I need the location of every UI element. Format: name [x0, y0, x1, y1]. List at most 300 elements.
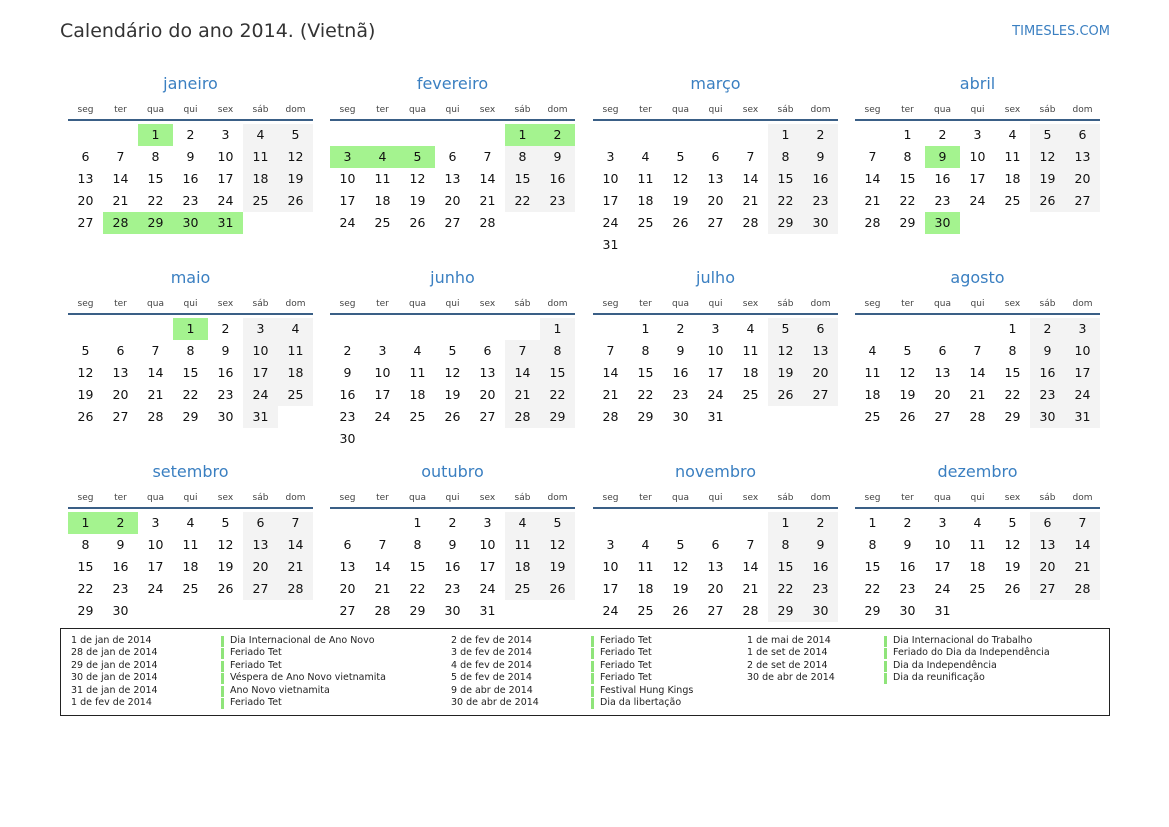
day-cell[interactable]: 3: [378, 343, 387, 358]
holiday-day-cell[interactable]: 9: [925, 146, 960, 168]
day-cell[interactable]: 6: [343, 537, 352, 552]
day-cell[interactable]: 11: [243, 146, 278, 168]
day-cell[interactable]: 27: [479, 409, 496, 424]
day-cell[interactable]: 18: [742, 365, 759, 380]
day-cell[interactable]: 10: [339, 171, 356, 186]
day-cell[interactable]: 22: [1004, 387, 1021, 402]
day-cell[interactable]: 21: [1065, 556, 1100, 578]
day-cell[interactable]: 10: [707, 343, 724, 358]
holiday-day-cell[interactable]: 31: [208, 212, 243, 234]
day-cell[interactable]: 24: [1065, 384, 1100, 406]
day-cell[interactable]: 23: [339, 409, 356, 424]
day-cell[interactable]: 5: [278, 124, 313, 146]
day-cell[interactable]: 24: [243, 384, 278, 406]
day-cell[interactable]: 15: [768, 556, 803, 578]
day-cell[interactable]: 7: [746, 537, 755, 552]
day-cell[interactable]: 13: [112, 365, 129, 380]
day-cell[interactable]: 18: [969, 559, 986, 574]
day-cell[interactable]: 4: [243, 124, 278, 146]
day-cell[interactable]: 22: [409, 581, 426, 596]
day-cell[interactable]: 17: [602, 581, 619, 596]
day-cell[interactable]: 7: [378, 537, 387, 552]
day-cell[interactable]: 18: [637, 581, 654, 596]
day-cell[interactable]: 23: [672, 387, 689, 402]
day-cell[interactable]: 4: [868, 343, 877, 358]
day-cell[interactable]: 19: [672, 193, 689, 208]
day-cell[interactable]: 22: [77, 581, 94, 596]
day-cell[interactable]: 30: [444, 603, 461, 618]
day-cell[interactable]: 14: [969, 365, 986, 380]
day-cell[interactable]: 24: [339, 215, 356, 230]
day-cell[interactable]: 9: [803, 146, 838, 168]
day-cell[interactable]: 26: [672, 215, 689, 230]
holiday-day-cell[interactable]: 29: [138, 212, 173, 234]
day-cell[interactable]: 22: [637, 387, 654, 402]
day-cell[interactable]: 27: [243, 578, 278, 600]
day-cell[interactable]: 21: [278, 556, 313, 578]
day-cell[interactable]: 16: [934, 171, 951, 186]
day-cell[interactable]: 28: [278, 578, 313, 600]
day-cell[interactable]: 4: [1008, 127, 1017, 142]
day-cell[interactable]: 25: [243, 190, 278, 212]
day-cell[interactable]: 22: [540, 384, 575, 406]
day-cell[interactable]: 26: [77, 409, 94, 424]
day-cell[interactable]: 18: [409, 387, 426, 402]
day-cell[interactable]: 29: [77, 603, 94, 618]
day-cell[interactable]: 23: [540, 190, 575, 212]
day-cell[interactable]: 1: [768, 512, 803, 534]
day-cell[interactable]: 5: [1008, 515, 1017, 530]
day-cell[interactable]: 12: [540, 534, 575, 556]
day-cell[interactable]: 13: [1030, 534, 1065, 556]
day-cell[interactable]: 11: [864, 365, 881, 380]
day-cell[interactable]: 19: [768, 362, 803, 384]
day-cell[interactable]: 31: [602, 237, 619, 252]
day-cell[interactable]: 26: [1004, 581, 1021, 596]
day-cell[interactable]: 1: [413, 515, 422, 530]
day-cell[interactable]: 12: [672, 171, 689, 186]
day-cell[interactable]: 31: [479, 603, 496, 618]
day-cell[interactable]: 23: [803, 190, 838, 212]
day-cell[interactable]: 25: [278, 384, 313, 406]
day-cell[interactable]: 4: [746, 321, 755, 336]
day-cell[interactable]: 15: [505, 168, 540, 190]
day-cell[interactable]: 8: [768, 534, 803, 556]
day-cell[interactable]: 13: [77, 171, 94, 186]
day-cell[interactable]: 3: [606, 537, 615, 552]
day-cell[interactable]: 19: [1004, 559, 1021, 574]
day-cell[interactable]: 1: [868, 515, 877, 530]
day-cell[interactable]: 26: [768, 384, 803, 406]
day-cell[interactable]: 12: [899, 365, 916, 380]
day-cell[interactable]: 13: [707, 171, 724, 186]
day-cell[interactable]: 24: [707, 387, 724, 402]
day-cell[interactable]: 26: [899, 409, 916, 424]
day-cell[interactable]: 9: [221, 343, 230, 358]
day-cell[interactable]: 15: [1004, 365, 1021, 380]
day-cell[interactable]: 20: [707, 581, 724, 596]
day-cell[interactable]: 21: [969, 387, 986, 402]
day-cell[interactable]: 2: [676, 321, 685, 336]
day-cell[interactable]: 7: [505, 340, 540, 362]
day-cell[interactable]: 24: [217, 193, 234, 208]
day-cell[interactable]: 3: [711, 321, 720, 336]
day-cell[interactable]: 30: [672, 409, 689, 424]
day-cell[interactable]: 7: [483, 149, 492, 164]
day-cell[interactable]: 3: [1065, 318, 1100, 340]
day-cell[interactable]: 29: [182, 409, 199, 424]
day-cell[interactable]: 29: [768, 600, 803, 622]
day-cell[interactable]: 27: [707, 215, 724, 230]
day-cell[interactable]: 30: [803, 212, 838, 234]
holiday-day-cell[interactable]: 28: [103, 212, 138, 234]
day-cell[interactable]: 17: [934, 559, 951, 574]
day-cell[interactable]: 27: [1065, 190, 1100, 212]
day-cell[interactable]: 24: [969, 193, 986, 208]
day-cell[interactable]: 27: [934, 409, 951, 424]
day-cell[interactable]: 21: [602, 387, 619, 402]
day-cell[interactable]: 21: [742, 581, 759, 596]
day-cell[interactable]: 8: [903, 149, 912, 164]
day-cell[interactable]: 20: [1065, 168, 1100, 190]
day-cell[interactable]: 8: [505, 146, 540, 168]
day-cell[interactable]: 6: [938, 343, 947, 358]
day-cell[interactable]: 10: [934, 537, 951, 552]
day-cell[interactable]: 9: [448, 537, 457, 552]
day-cell[interactable]: 21: [374, 581, 391, 596]
day-cell[interactable]: 9: [540, 146, 575, 168]
day-cell[interactable]: 26: [444, 409, 461, 424]
day-cell[interactable]: 7: [116, 149, 125, 164]
day-cell[interactable]: 23: [217, 387, 234, 402]
day-cell[interactable]: 19: [1030, 168, 1065, 190]
day-cell[interactable]: 17: [969, 171, 986, 186]
day-cell[interactable]: 5: [540, 512, 575, 534]
day-cell[interactable]: 10: [602, 171, 619, 186]
day-cell[interactable]: 19: [899, 387, 916, 402]
day-cell[interactable]: 5: [676, 537, 685, 552]
day-cell[interactable]: 13: [707, 559, 724, 574]
day-cell[interactable]: 27: [444, 215, 461, 230]
day-cell[interactable]: 5: [676, 149, 685, 164]
day-cell[interactable]: 7: [746, 149, 755, 164]
day-cell[interactable]: 25: [637, 603, 654, 618]
day-cell[interactable]: 1: [903, 127, 912, 142]
day-cell[interactable]: 30: [1030, 406, 1065, 428]
day-cell[interactable]: 14: [602, 365, 619, 380]
day-cell[interactable]: 25: [374, 215, 391, 230]
holiday-day-cell[interactable]: 2: [540, 124, 575, 146]
day-cell[interactable]: 22: [899, 193, 916, 208]
day-cell[interactable]: 19: [444, 387, 461, 402]
holiday-day-cell[interactable]: 1: [173, 318, 208, 340]
day-cell[interactable]: 24: [602, 603, 619, 618]
day-cell[interactable]: 3: [606, 149, 615, 164]
day-cell[interactable]: 1: [1008, 321, 1017, 336]
day-cell[interactable]: 25: [505, 578, 540, 600]
day-cell[interactable]: 12: [768, 340, 803, 362]
day-cell[interactable]: 9: [1030, 340, 1065, 362]
day-cell[interactable]: 13: [1065, 146, 1100, 168]
day-cell[interactable]: 5: [1030, 124, 1065, 146]
day-cell[interactable]: 6: [116, 343, 125, 358]
day-cell[interactable]: 29: [637, 409, 654, 424]
day-cell[interactable]: 16: [217, 365, 234, 380]
day-cell[interactable]: 17: [602, 193, 619, 208]
day-cell[interactable]: 6: [711, 537, 720, 552]
day-cell[interactable]: 20: [479, 387, 496, 402]
day-cell[interactable]: 17: [707, 365, 724, 380]
day-cell[interactable]: 16: [899, 559, 916, 574]
day-cell[interactable]: 14: [479, 171, 496, 186]
day-cell[interactable]: 14: [278, 534, 313, 556]
day-cell[interactable]: 1: [641, 321, 650, 336]
day-cell[interactable]: 9: [116, 537, 125, 552]
day-cell[interactable]: 15: [637, 365, 654, 380]
day-cell[interactable]: 29: [540, 406, 575, 428]
day-cell[interactable]: 21: [479, 193, 496, 208]
day-cell[interactable]: 6: [483, 343, 492, 358]
day-cell[interactable]: 12: [217, 537, 234, 552]
day-cell[interactable]: 8: [641, 343, 650, 358]
day-cell[interactable]: 29: [864, 603, 881, 618]
day-cell[interactable]: 9: [803, 534, 838, 556]
day-cell[interactable]: 4: [413, 343, 422, 358]
day-cell[interactable]: 11: [374, 171, 391, 186]
day-cell[interactable]: 27: [77, 215, 94, 230]
day-cell[interactable]: 14: [864, 171, 881, 186]
day-cell[interactable]: 28: [505, 406, 540, 428]
day-cell[interactable]: 28: [742, 215, 759, 230]
day-cell[interactable]: 26: [217, 581, 234, 596]
day-cell[interactable]: 13: [339, 559, 356, 574]
day-cell[interactable]: 16: [112, 559, 129, 574]
day-cell[interactable]: 4: [505, 512, 540, 534]
day-cell[interactable]: 10: [243, 340, 278, 362]
day-cell[interactable]: 26: [278, 190, 313, 212]
day-cell[interactable]: 14: [1065, 534, 1100, 556]
holiday-day-cell[interactable]: 30: [925, 212, 960, 234]
day-cell[interactable]: 14: [147, 365, 164, 380]
day-cell[interactable]: 28: [969, 409, 986, 424]
day-cell[interactable]: 13: [479, 365, 496, 380]
day-cell[interactable]: 5: [221, 515, 230, 530]
day-cell[interactable]: 22: [505, 190, 540, 212]
day-cell[interactable]: 20: [243, 556, 278, 578]
holiday-day-cell[interactable]: 1: [138, 124, 173, 146]
day-cell[interactable]: 23: [444, 581, 461, 596]
day-cell[interactable]: 17: [243, 362, 278, 384]
day-cell[interactable]: 7: [278, 512, 313, 534]
day-cell[interactable]: 3: [243, 318, 278, 340]
day-cell[interactable]: 8: [540, 340, 575, 362]
day-cell[interactable]: 6: [1065, 124, 1100, 146]
day-cell[interactable]: 3: [151, 515, 160, 530]
day-cell[interactable]: 9: [343, 365, 352, 380]
day-cell[interactable]: 16: [803, 168, 838, 190]
day-cell[interactable]: 21: [505, 384, 540, 406]
holiday-day-cell[interactable]: 3: [330, 146, 365, 168]
day-cell[interactable]: 2: [803, 512, 838, 534]
day-cell[interactable]: 23: [803, 578, 838, 600]
day-cell[interactable]: 20: [803, 362, 838, 384]
day-cell[interactable]: 25: [742, 387, 759, 402]
day-cell[interactable]: 12: [77, 365, 94, 380]
day-cell[interactable]: 5: [768, 318, 803, 340]
day-cell[interactable]: 8: [768, 146, 803, 168]
day-cell[interactable]: 16: [1030, 362, 1065, 384]
day-cell[interactable]: 11: [505, 534, 540, 556]
day-cell[interactable]: 5: [448, 343, 457, 358]
day-cell[interactable]: 16: [672, 365, 689, 380]
day-cell[interactable]: 15: [409, 559, 426, 574]
day-cell[interactable]: 31: [934, 603, 951, 618]
holiday-day-cell[interactable]: 2: [103, 512, 138, 534]
day-cell[interactable]: 23: [182, 193, 199, 208]
day-cell[interactable]: 23: [1030, 384, 1065, 406]
day-cell[interactable]: 21: [742, 193, 759, 208]
day-cell[interactable]: 22: [864, 581, 881, 596]
day-cell[interactable]: 30: [339, 431, 356, 446]
day-cell[interactable]: 22: [147, 193, 164, 208]
day-cell[interactable]: 13: [934, 365, 951, 380]
day-cell[interactable]: 14: [742, 171, 759, 186]
day-cell[interactable]: 24: [934, 581, 951, 596]
day-cell[interactable]: 5: [81, 343, 90, 358]
day-cell[interactable]: 14: [112, 171, 129, 186]
holiday-day-cell[interactable]: 4: [365, 146, 400, 168]
day-cell[interactable]: 27: [707, 603, 724, 618]
day-cell[interactable]: 20: [77, 193, 94, 208]
day-cell[interactable]: 18: [637, 193, 654, 208]
day-cell[interactable]: 2: [221, 321, 230, 336]
day-cell[interactable]: 8: [868, 537, 877, 552]
day-cell[interactable]: 24: [479, 581, 496, 596]
holiday-day-cell[interactable]: 1: [505, 124, 540, 146]
day-cell[interactable]: 18: [278, 362, 313, 384]
day-cell[interactable]: 26: [672, 603, 689, 618]
day-cell[interactable]: 8: [151, 149, 160, 164]
day-cell[interactable]: 10: [602, 559, 619, 574]
day-cell[interactable]: 2: [186, 127, 195, 142]
day-cell[interactable]: 13: [444, 171, 461, 186]
day-cell[interactable]: 30: [112, 603, 129, 618]
day-cell[interactable]: 16: [803, 556, 838, 578]
day-cell[interactable]: 16: [444, 559, 461, 574]
day-cell[interactable]: 31: [1065, 406, 1100, 428]
day-cell[interactable]: 19: [77, 387, 94, 402]
holiday-day-cell[interactable]: 1: [68, 512, 103, 534]
day-cell[interactable]: 6: [243, 512, 278, 534]
day-cell[interactable]: 6: [1030, 512, 1065, 534]
day-cell[interactable]: 7: [1065, 512, 1100, 534]
day-cell[interactable]: 27: [803, 384, 838, 406]
day-cell[interactable]: 17: [1065, 362, 1100, 384]
day-cell[interactable]: 7: [151, 343, 160, 358]
day-cell[interactable]: 15: [768, 168, 803, 190]
day-cell[interactable]: 8: [81, 537, 90, 552]
day-cell[interactable]: 10: [479, 537, 496, 552]
day-cell[interactable]: 3: [483, 515, 492, 530]
day-cell[interactable]: 15: [899, 171, 916, 186]
day-cell[interactable]: 17: [479, 559, 496, 574]
day-cell[interactable]: 20: [707, 193, 724, 208]
holiday-day-cell[interactable]: 30: [173, 212, 208, 234]
day-cell[interactable]: 19: [672, 581, 689, 596]
day-cell[interactable]: 7: [973, 343, 982, 358]
day-cell[interactable]: 29: [768, 212, 803, 234]
holiday-day-cell[interactable]: 5: [400, 146, 435, 168]
day-cell[interactable]: 10: [217, 149, 234, 164]
day-cell[interactable]: 11: [637, 559, 654, 574]
day-cell[interactable]: 12: [1004, 537, 1021, 552]
day-cell[interactable]: 22: [768, 578, 803, 600]
day-cell[interactable]: 26: [1030, 190, 1065, 212]
day-cell[interactable]: 29: [409, 603, 426, 618]
day-cell[interactable]: 9: [903, 537, 912, 552]
day-cell[interactable]: 11: [278, 340, 313, 362]
day-cell[interactable]: 28: [864, 215, 881, 230]
day-cell[interactable]: 29: [1004, 409, 1021, 424]
day-cell[interactable]: 14: [505, 362, 540, 384]
day-cell[interactable]: 23: [112, 581, 129, 596]
day-cell[interactable]: 22: [768, 190, 803, 212]
day-cell[interactable]: 17: [147, 559, 164, 574]
day-cell[interactable]: 11: [409, 365, 426, 380]
day-cell[interactable]: 11: [742, 343, 759, 358]
day-cell[interactable]: 22: [182, 387, 199, 402]
day-cell[interactable]: 17: [217, 171, 234, 186]
day-cell[interactable]: 18: [505, 556, 540, 578]
day-cell[interactable]: 11: [1004, 149, 1021, 164]
day-cell[interactable]: 30: [899, 603, 916, 618]
day-cell[interactable]: 29: [899, 215, 916, 230]
day-cell[interactable]: 20: [934, 387, 951, 402]
day-cell[interactable]: 19: [409, 193, 426, 208]
day-cell[interactable]: 6: [81, 149, 90, 164]
day-cell[interactable]: 1: [768, 124, 803, 146]
day-cell[interactable]: 28: [1065, 578, 1100, 600]
day-cell[interactable]: 30: [803, 600, 838, 622]
day-cell[interactable]: 28: [742, 603, 759, 618]
day-cell[interactable]: 31: [243, 406, 278, 428]
day-cell[interactable]: 18: [1004, 171, 1021, 186]
day-cell[interactable]: 19: [540, 556, 575, 578]
day-cell[interactable]: 25: [182, 581, 199, 596]
day-cell[interactable]: 28: [374, 603, 391, 618]
day-cell[interactable]: 9: [186, 149, 195, 164]
day-cell[interactable]: 31: [707, 409, 724, 424]
day-cell[interactable]: 18: [182, 559, 199, 574]
day-cell[interactable]: 12: [1030, 146, 1065, 168]
day-cell[interactable]: 9: [676, 343, 685, 358]
day-cell[interactable]: 11: [637, 171, 654, 186]
day-cell[interactable]: 15: [540, 362, 575, 384]
day-cell[interactable]: 25: [637, 215, 654, 230]
day-cell[interactable]: 11: [969, 537, 986, 552]
day-cell[interactable]: 4: [641, 537, 650, 552]
day-cell[interactable]: 15: [864, 559, 881, 574]
day-cell[interactable]: 16: [182, 171, 199, 186]
day-cell[interactable]: 25: [409, 409, 426, 424]
day-cell[interactable]: 16: [339, 387, 356, 402]
day-cell[interactable]: 17: [374, 387, 391, 402]
day-cell[interactable]: 26: [540, 578, 575, 600]
day-cell[interactable]: 8: [413, 537, 422, 552]
day-cell[interactable]: 23: [899, 581, 916, 596]
day-cell[interactable]: 4: [973, 515, 982, 530]
day-cell[interactable]: 7: [868, 149, 877, 164]
